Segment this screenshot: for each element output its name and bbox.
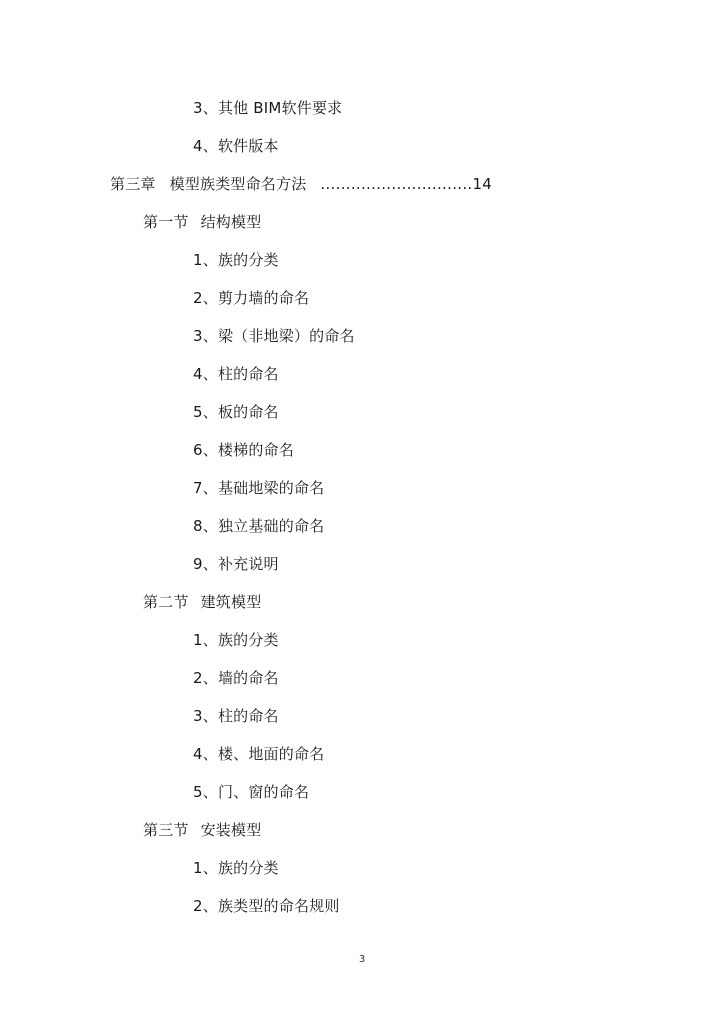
toc-item: 1、族的分类 (193, 859, 279, 877)
toc-item: 1、族的分类 (193, 251, 279, 269)
section-label: 第三节 (143, 821, 189, 839)
toc-leader-dots: .............................. (320, 175, 473, 193)
toc-section-entry (143, 592, 261, 612)
toc-chapter-entry (110, 174, 492, 194)
toc-item: 7、基础地梁的命名 (193, 479, 325, 497)
toc-item: 2、墙的命名 (193, 669, 279, 687)
section-label: 第二节 (143, 593, 189, 611)
toc-item: 1、族的分类 (193, 631, 279, 649)
section-title: 结构模型 (200, 213, 262, 231)
toc-item: 2、族类型的命名规则 (193, 897, 340, 915)
chapter-page-number: 14 (472, 175, 492, 193)
toc-section-entry (143, 212, 261, 232)
chapter-label: 第三章 (110, 175, 156, 193)
toc-item: 4、楼、地面的命名 (193, 745, 325, 763)
section-title: 安装模型 (200, 821, 262, 839)
section-label: 第一节 (143, 213, 189, 231)
toc-item: 2、剪力墙的命名 (193, 289, 310, 307)
toc-item: 5、门、窗的命名 (193, 783, 310, 801)
toc-item: 3、其他 BIM软件要求 (193, 99, 343, 117)
section-title: 建筑模型 (200, 593, 262, 611)
toc-item: 3、柱的命名 (193, 707, 279, 725)
toc-item: 5、板的命名 (193, 403, 279, 421)
toc-item: 4、柱的命名 (193, 365, 279, 383)
toc-item: 3、梁（非地梁）的命名 (193, 327, 355, 345)
chapter-title: 模型族类型命名方法 (169, 175, 307, 193)
page-number: 3 (358, 954, 366, 965)
toc-item: 9、补充说明 (193, 555, 279, 573)
toc-item: 6、楼梯的命名 (193, 441, 294, 459)
toc-item: 4、软件版本 (193, 137, 279, 155)
toc-item: 8、独立基础的命名 (193, 517, 325, 535)
toc-section-entry (143, 820, 261, 840)
